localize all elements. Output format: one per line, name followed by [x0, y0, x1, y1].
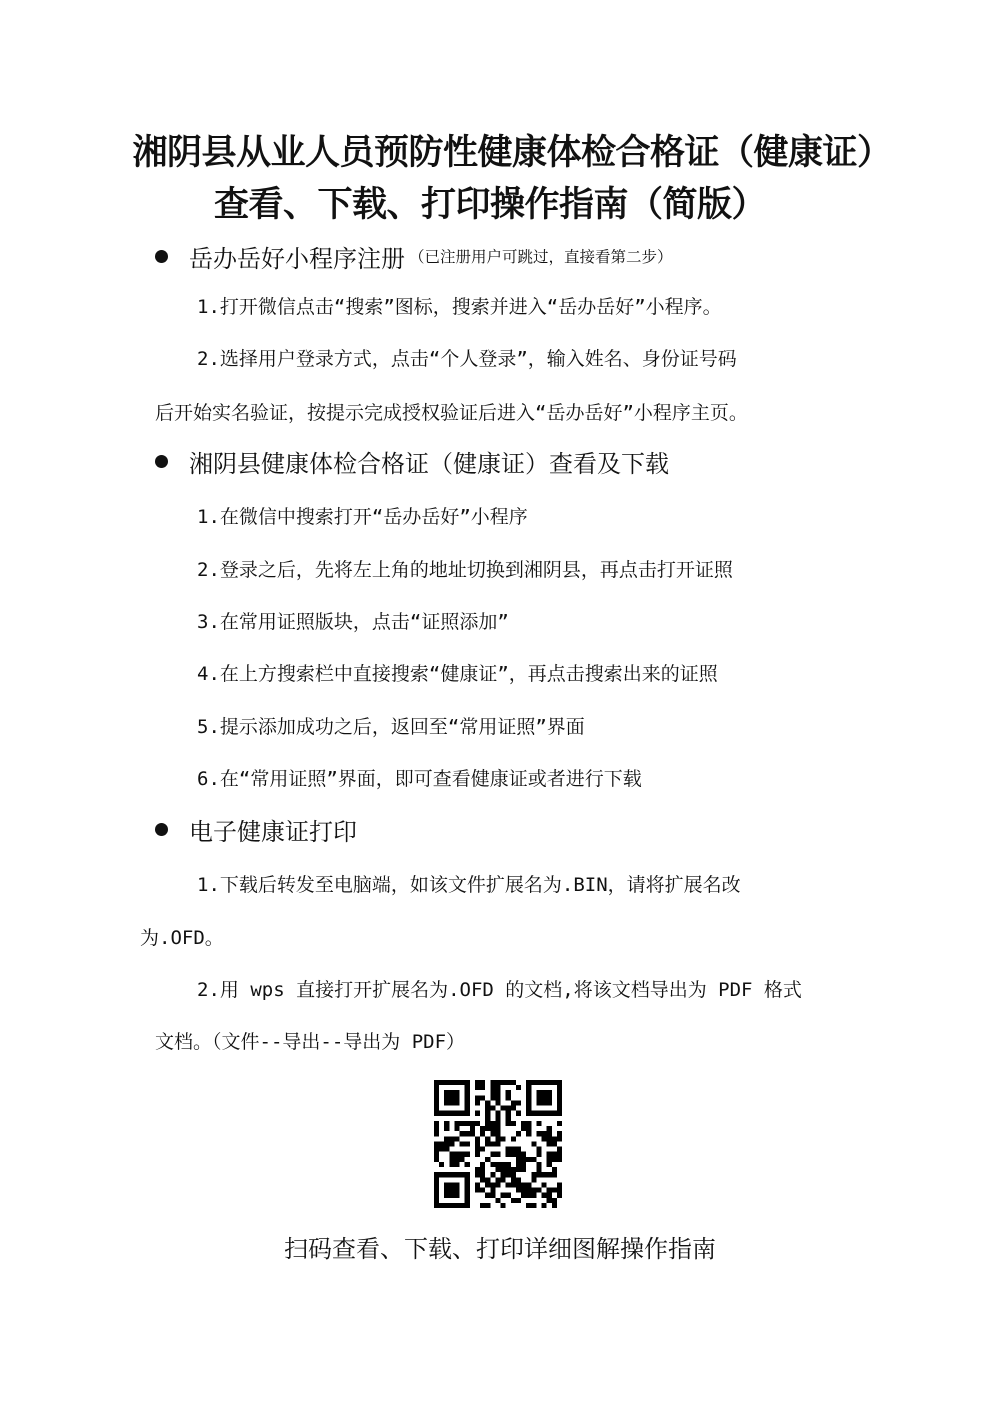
qr-module — [485, 1116, 490, 1121]
qr-module — [490, 1162, 495, 1167]
qr-module — [526, 1203, 531, 1208]
qr-module — [531, 1157, 536, 1162]
instruction-line: 3.在常用证照版块，点击“证照添加” — [197, 611, 509, 633]
qr-module — [454, 1126, 459, 1131]
qr-module — [547, 1131, 552, 1136]
qr-module — [480, 1147, 485, 1152]
qr-module — [434, 1147, 439, 1152]
qr-module — [526, 1182, 531, 1187]
qr-module — [434, 1126, 439, 1131]
qr-module — [511, 1167, 516, 1172]
bullet-dot — [155, 823, 168, 836]
instruction-line: 1.下载后转发至电脑端，如该文件扩展名为.BIN，请将扩展名改 — [197, 874, 741, 896]
bullet-dot — [155, 250, 168, 263]
qr-module — [475, 1172, 480, 1177]
instruction-line: 1.在微信中搜索打开“岳办岳好”小程序 — [197, 506, 528, 528]
qr-module — [536, 1152, 541, 1157]
qr-module — [526, 1121, 531, 1126]
qr-module — [516, 1182, 521, 1187]
qr-module — [495, 1167, 500, 1172]
qr-module — [547, 1126, 552, 1131]
qr-module — [495, 1126, 500, 1131]
qr-module — [475, 1111, 480, 1116]
qr-module — [547, 1157, 552, 1162]
qr-module — [480, 1167, 485, 1172]
qr-module — [516, 1085, 521, 1090]
qr-module — [495, 1121, 500, 1126]
qr-module — [521, 1162, 526, 1167]
qr-module — [557, 1136, 562, 1141]
qr-module — [557, 1188, 562, 1193]
qr-module — [485, 1121, 490, 1126]
qr-module — [460, 1121, 465, 1126]
qr-module — [454, 1121, 459, 1126]
qr-module — [490, 1172, 495, 1177]
section-heading-print — [155, 811, 357, 847]
qr-module — [501, 1177, 506, 1182]
qr-module — [516, 1198, 521, 1203]
qr-module — [557, 1157, 562, 1162]
instruction-line: 5.提示添加成功之后，返回至“常用证照”界面 — [197, 716, 585, 738]
instruction-line: 1.打开微信点击“搜索”图标，搜索并进入“岳办岳好”小程序。 — [197, 296, 722, 318]
qr-module — [495, 1198, 500, 1203]
qr-module — [511, 1172, 516, 1177]
qr-module — [526, 1126, 531, 1131]
qr-module — [511, 1198, 516, 1203]
qr-module — [475, 1121, 480, 1126]
qr-module — [470, 1121, 475, 1126]
qr-module — [557, 1147, 562, 1152]
qr-module — [516, 1188, 521, 1193]
qr-module — [521, 1126, 526, 1131]
qr-module — [542, 1203, 547, 1208]
qr-module — [475, 1141, 480, 1146]
qr-module — [557, 1121, 562, 1126]
qr-code-icon — [434, 1080, 562, 1208]
qr-module — [506, 1182, 511, 1187]
document-title-line-1: 湘阴县从业人员预防性健康体检合格证（健康证） — [132, 132, 892, 173]
instruction-line: 2.用 wps 直接打开扩展名为.OFD 的文档,将该文档导出为 PDF 格式 — [197, 979, 802, 1001]
qr-module — [511, 1147, 516, 1152]
qr-module — [506, 1152, 511, 1157]
qr-module — [480, 1080, 485, 1085]
qr-module — [495, 1141, 500, 1146]
qr-module — [501, 1203, 506, 1208]
qr-module — [542, 1172, 547, 1177]
qr-module — [526, 1193, 531, 1198]
qr-module — [547, 1172, 552, 1177]
qr-module — [552, 1172, 557, 1177]
qr-module — [449, 1141, 454, 1146]
qr-module — [506, 1193, 511, 1198]
qr-module — [501, 1172, 506, 1177]
qr-module — [434, 1157, 439, 1162]
qr-module — [552, 1152, 557, 1157]
qr-module — [495, 1085, 500, 1090]
qr-caption: 扫码查看、下载、打印详细图解操作指南 — [284, 1235, 716, 1263]
qr-module — [470, 1126, 475, 1131]
section-heading-note: （已注册用户可跳过，直接看第二步） — [409, 248, 673, 266]
qr-module — [547, 1162, 552, 1167]
qr-module — [547, 1141, 552, 1146]
qr-module — [485, 1106, 490, 1111]
qr-module — [495, 1162, 500, 1167]
qr-module — [542, 1182, 547, 1187]
section-heading-registration — [155, 238, 673, 274]
qr-module — [495, 1095, 500, 1100]
qr-module — [495, 1182, 500, 1187]
qr-module — [434, 1152, 439, 1157]
qr-module — [495, 1177, 500, 1182]
qr-module — [490, 1141, 495, 1146]
qr-module — [434, 1141, 439, 1146]
qr-module — [444, 1141, 449, 1146]
qr-module — [526, 1188, 531, 1193]
qr-module — [536, 1167, 541, 1172]
qr-module — [506, 1167, 511, 1172]
qr-module — [536, 1131, 541, 1136]
qr-module — [557, 1182, 562, 1187]
qr-module — [460, 1131, 465, 1136]
qr-module — [495, 1111, 500, 1116]
qr-module — [490, 1106, 495, 1111]
qr-module — [490, 1080, 495, 1085]
qr-module — [454, 1162, 459, 1167]
qr-module — [485, 1177, 490, 1182]
qr-module — [495, 1152, 500, 1157]
qr-module — [465, 1162, 470, 1167]
qr-module — [547, 1152, 552, 1157]
qr-module — [480, 1188, 485, 1193]
document-title-line-2: 查看、下载、打印操作指南（简版） — [213, 184, 766, 225]
qr-module — [511, 1136, 516, 1141]
qr-module — [485, 1100, 490, 1105]
qr-module — [521, 1167, 526, 1172]
qr-module — [501, 1106, 506, 1111]
qr-module — [434, 1131, 439, 1136]
qr-module — [521, 1193, 526, 1198]
qr-module — [444, 1147, 449, 1152]
qr-module — [495, 1116, 500, 1121]
qr-module — [439, 1141, 444, 1146]
qr-module — [475, 1085, 480, 1090]
qr-module — [449, 1157, 454, 1162]
qr-module — [454, 1157, 459, 1162]
qr-module — [444, 1136, 449, 1141]
section-heading-text: 湘阴县健康体检合格证（健康证）查看及下载 — [189, 449, 669, 478]
qr-module — [480, 1162, 485, 1167]
qr-module — [552, 1141, 557, 1146]
qr-module — [557, 1193, 562, 1198]
qr-module — [547, 1193, 552, 1198]
qr-module — [485, 1182, 490, 1187]
qr-module — [531, 1141, 536, 1146]
section-heading-text: 岳办岳好小程序注册 — [189, 244, 405, 273]
qr-module — [495, 1100, 500, 1105]
qr-module — [542, 1193, 547, 1198]
qr-module — [506, 1147, 511, 1152]
qr-module — [506, 1095, 511, 1100]
qr-module — [552, 1188, 557, 1193]
qr-module — [501, 1136, 506, 1141]
qr-module — [454, 1136, 459, 1141]
qr-module — [511, 1121, 516, 1126]
qr-module — [485, 1193, 490, 1198]
qr-module — [495, 1131, 500, 1136]
qr-module — [552, 1157, 557, 1162]
qr-module — [506, 1162, 511, 1167]
qr-module — [485, 1203, 490, 1208]
qr-module — [490, 1131, 495, 1136]
qr-module — [480, 1131, 485, 1136]
qr-module — [434, 1121, 439, 1126]
qr-module — [475, 1182, 480, 1187]
qr-module — [490, 1085, 495, 1090]
qr-module — [495, 1090, 500, 1095]
qr-module — [552, 1136, 557, 1141]
qr-module — [501, 1167, 506, 1172]
qr-module — [506, 1111, 511, 1116]
qr-module — [531, 1177, 536, 1182]
qr-module — [485, 1141, 490, 1146]
qr-module — [552, 1167, 557, 1172]
qr-module — [511, 1152, 516, 1157]
qr-module — [439, 1147, 444, 1152]
qr-module — [506, 1121, 511, 1126]
qr-module — [552, 1203, 557, 1208]
qr-module — [490, 1095, 495, 1100]
section-heading-view-download — [155, 443, 669, 479]
section-heading-text: 电子健康证打印 — [189, 817, 357, 846]
instruction-line: 后开始实名验证，按提示完成授权验证后进入“岳办岳好”小程序主页。 — [155, 402, 748, 424]
qr-module — [516, 1167, 521, 1172]
qr-module — [521, 1188, 526, 1193]
qr-module — [516, 1147, 521, 1152]
qr-module — [495, 1136, 500, 1141]
qr-module — [475, 1095, 480, 1100]
qr-module — [490, 1182, 495, 1187]
qr-module — [501, 1162, 506, 1167]
qr-module — [475, 1100, 480, 1105]
qr-module — [531, 1193, 536, 1198]
qr-module — [521, 1152, 526, 1157]
qr-module — [485, 1157, 490, 1162]
qr-module — [501, 1080, 506, 1085]
qr-module — [542, 1131, 547, 1136]
qr-module — [557, 1131, 562, 1136]
qr-module — [547, 1136, 552, 1141]
qr-module — [475, 1167, 480, 1172]
qr-module — [531, 1203, 536, 1208]
qr-module — [516, 1131, 521, 1136]
qr-module — [531, 1188, 536, 1193]
qr-module — [552, 1198, 557, 1203]
qr-module — [475, 1136, 480, 1141]
qr-module — [516, 1152, 521, 1157]
qr-module — [506, 1116, 511, 1121]
qr-module — [506, 1106, 511, 1111]
qr-module — [465, 1121, 470, 1126]
qr-module — [516, 1100, 521, 1105]
qr-module — [470, 1131, 475, 1136]
qr-module — [465, 1131, 470, 1136]
qr-module — [454, 1152, 459, 1157]
qr-module — [536, 1162, 541, 1167]
instruction-line: 为.OFD。 — [140, 927, 224, 949]
qr-module — [460, 1141, 465, 1146]
qr-module — [511, 1106, 516, 1111]
instruction-line: 4.在上方搜索栏中直接搜索“健康证”，再点击搜索出来的证照 — [197, 663, 718, 685]
qr-module — [480, 1172, 485, 1177]
instruction-line: 2.选择用户登录方式，点击“个人登录”，输入姓名、身份证号码 — [197, 348, 737, 370]
qr-module — [490, 1188, 495, 1193]
qr-module — [536, 1188, 541, 1193]
qr-module — [506, 1080, 511, 1085]
qr-module — [490, 1193, 495, 1198]
qr-module — [460, 1157, 465, 1162]
qr-module — [531, 1172, 536, 1177]
qr-module — [516, 1157, 521, 1162]
qr-module — [480, 1095, 485, 1100]
qr-module — [516, 1111, 521, 1116]
qr-module — [475, 1188, 480, 1193]
qr-module — [485, 1126, 490, 1131]
bullet-dot — [155, 455, 168, 468]
qr-module — [480, 1126, 485, 1131]
qr-module — [485, 1136, 490, 1141]
qr-module — [542, 1136, 547, 1141]
qr-module — [444, 1126, 449, 1131]
qr-module — [495, 1080, 500, 1085]
qr-module — [521, 1157, 526, 1162]
qr-module — [475, 1147, 480, 1152]
qr-module — [490, 1090, 495, 1095]
qr-module — [526, 1157, 531, 1162]
qr-module — [480, 1203, 485, 1208]
qr-module — [521, 1121, 526, 1126]
qr-module — [547, 1198, 552, 1203]
qr-module — [439, 1162, 444, 1167]
qr-module — [516, 1177, 521, 1182]
qr-module — [444, 1121, 449, 1126]
qr-module — [465, 1141, 470, 1146]
qr-module — [449, 1162, 454, 1167]
instruction-line: 2.登录之后，先将左上角的地址切换到湘阴县，再点击打开证照 — [197, 559, 733, 581]
qr-module — [506, 1090, 511, 1095]
qr-module — [475, 1152, 480, 1157]
qr-module — [485, 1111, 490, 1116]
qr-module — [501, 1193, 506, 1198]
qr-module — [526, 1131, 531, 1136]
qr-module — [511, 1080, 516, 1085]
qr-module — [465, 1152, 470, 1157]
qr-module — [557, 1152, 562, 1157]
qr-module — [521, 1182, 526, 1187]
qr-module — [449, 1152, 454, 1157]
qr-module — [511, 1182, 516, 1187]
qr-module — [547, 1188, 552, 1193]
qr-module — [480, 1085, 485, 1090]
qr-module — [490, 1126, 495, 1131]
instruction-line: 6.在“常用证照”界面，即可查看健康证或者进行下载 — [197, 768, 642, 790]
qr-module — [490, 1152, 495, 1157]
qr-module — [506, 1172, 511, 1177]
qr-module — [480, 1177, 485, 1182]
qr-module — [449, 1136, 454, 1141]
qr-module — [460, 1152, 465, 1157]
qr-module — [475, 1080, 480, 1085]
qr-module — [516, 1162, 521, 1167]
qr-module — [490, 1121, 495, 1126]
qr-module — [536, 1172, 541, 1177]
qr-module — [511, 1100, 516, 1105]
qr-module — [511, 1177, 516, 1182]
qr-module — [536, 1147, 541, 1152]
qr-module — [536, 1121, 541, 1126]
instruction-line: 文档。（文件--导出--导出为 PDF） — [155, 1031, 466, 1053]
